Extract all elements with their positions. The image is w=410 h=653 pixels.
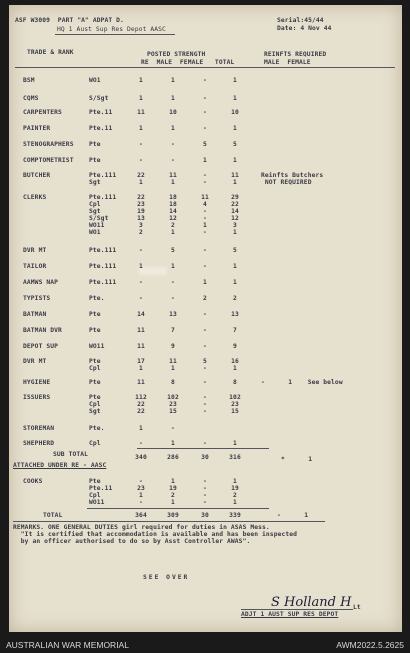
row-trade: BSM bbox=[23, 77, 35, 84]
subtotal-total: 316 bbox=[229, 454, 241, 461]
total-female: 30 bbox=[201, 512, 209, 519]
row-total: 13 bbox=[231, 311, 239, 318]
row-rank: WO11 bbox=[89, 343, 105, 350]
row-re: 112 22 22 bbox=[135, 394, 147, 415]
row-trade: PAINTER bbox=[23, 125, 51, 132]
row-male: 10 bbox=[169, 109, 177, 116]
row-re: 1 bbox=[139, 77, 143, 84]
serial-number: Serial:45/44 bbox=[277, 17, 324, 24]
row-re: 11 bbox=[137, 109, 145, 116]
row-rank: Pte.11 bbox=[89, 109, 113, 116]
row-female: 5 bbox=[203, 141, 207, 148]
signature-line bbox=[241, 609, 353, 610]
row-rank: Pte Cpl Sgt bbox=[89, 394, 101, 415]
subtotal-rule bbox=[137, 448, 269, 449]
cooks-re: - 23 1 - bbox=[137, 478, 145, 506]
row-female: - bbox=[203, 77, 207, 84]
header-underline bbox=[55, 34, 175, 35]
footer-accession: AWM2022.5.2625 bbox=[336, 640, 404, 650]
row-female: - bbox=[203, 327, 207, 334]
row-female: 11 4 - - 1 - bbox=[201, 194, 209, 236]
row-male: 13 bbox=[169, 311, 177, 318]
row-trade: CQMS bbox=[23, 95, 39, 102]
subtotal-re: 340 bbox=[135, 454, 147, 461]
row-trade: AAMWS NAP bbox=[23, 279, 59, 286]
signature: S Holland H bbox=[271, 595, 352, 610]
row-total: 1 bbox=[233, 125, 237, 132]
row-trade: BATMAN bbox=[23, 311, 47, 318]
row-total: 1 bbox=[233, 263, 237, 270]
col-posted-strength: POSTED STRENGTH bbox=[147, 51, 206, 58]
row-total: 10 bbox=[231, 109, 239, 116]
row-female: 5 - bbox=[203, 358, 207, 372]
row-remarks: Reinfts Butchers NOT REQUIRED bbox=[261, 172, 324, 186]
row-total: 5 bbox=[233, 247, 237, 254]
cooks-male: 1 19 2 1 bbox=[169, 478, 177, 506]
col-trade-rank: TRADE & RANK bbox=[27, 49, 74, 56]
row-rank: Pte.111 bbox=[89, 279, 117, 286]
cooks-female: - - - - bbox=[203, 478, 207, 506]
document-date: Date: 4 Nov 44 bbox=[277, 25, 332, 32]
row-re: 11 bbox=[137, 327, 145, 334]
row-total: 9 bbox=[233, 343, 237, 350]
row-rank: Pte bbox=[89, 327, 101, 334]
subtotal-female: 30 bbox=[201, 454, 209, 461]
row-male: 7 bbox=[171, 327, 175, 334]
row-male: 1 bbox=[171, 263, 175, 270]
row-female: - - - bbox=[203, 394, 207, 415]
cooks-trade: COOKS bbox=[23, 478, 43, 485]
footer-institution: AUSTRALIAN WAR MEMORIAL bbox=[6, 640, 129, 650]
row-re: 1 bbox=[139, 125, 143, 132]
row-female: 2 bbox=[203, 295, 207, 302]
row-total: 1 bbox=[233, 279, 237, 286]
row-remarks: - 1 See below bbox=[261, 379, 343, 386]
row-re: - bbox=[139, 440, 143, 447]
row-male: 1 bbox=[171, 125, 175, 132]
row-rank: Pte.111 bbox=[89, 247, 117, 254]
row-rank: Pte Cpl bbox=[89, 358, 101, 372]
row-female: - bbox=[203, 263, 207, 270]
row-male: 1 bbox=[171, 77, 175, 84]
row-re: 11 bbox=[137, 379, 145, 386]
subtotal-reinfts: * 1 bbox=[281, 456, 313, 463]
total-re: 364 bbox=[135, 512, 147, 519]
subtotal-label: SUB TOTAL bbox=[53, 451, 89, 458]
row-total: 1 bbox=[233, 95, 237, 102]
row-re: 22 23 19 13 3 2 bbox=[137, 194, 145, 236]
row-trade: BUTCHER bbox=[23, 172, 51, 179]
row-total: 11 1 bbox=[231, 172, 239, 186]
cooks-rank: Pte Pte.11 Cpl WO11 bbox=[89, 478, 113, 506]
row-female: - bbox=[203, 109, 207, 116]
row-male: - bbox=[171, 425, 175, 432]
footer-bar bbox=[0, 637, 410, 653]
row-female: - - bbox=[203, 172, 207, 186]
row-trade: HYGIENE bbox=[23, 379, 51, 386]
row-trade: DVR MT bbox=[23, 358, 47, 365]
row-male: 1 bbox=[171, 95, 175, 102]
row-male: 1 bbox=[171, 440, 175, 447]
row-total: 29 22 14 12 3 1 bbox=[231, 194, 239, 236]
row-male: - bbox=[171, 141, 175, 148]
row-trade: STENOGRAPHERS bbox=[23, 141, 74, 148]
row-total: 8 bbox=[233, 379, 237, 386]
total-male: 309 bbox=[167, 512, 179, 519]
row-male: 5 bbox=[171, 247, 175, 254]
col-posted-sub: RE MALE FEMALE TOTAL bbox=[141, 59, 235, 66]
row-rank: Pte.111 bbox=[89, 263, 117, 270]
row-female: 1 bbox=[203, 157, 207, 164]
row-rank: Pte bbox=[89, 141, 101, 148]
header-reference: ASF W3009 PART "A" ADPAT D. bbox=[15, 17, 124, 24]
total-total: 339 bbox=[229, 512, 241, 519]
total-label: TOTAL bbox=[43, 512, 63, 519]
row-total: 16 1 bbox=[231, 358, 239, 372]
row-re: 11 bbox=[137, 343, 145, 350]
attached-heading: ATTACHED UNDER RE - AASC bbox=[13, 462, 107, 469]
row-male: - bbox=[171, 295, 175, 302]
row-re: - bbox=[139, 279, 143, 286]
signature-title: ADJT 1 AUST SUP RES DEPOT bbox=[241, 611, 339, 618]
row-re: 22 1 bbox=[137, 172, 145, 186]
row-rank: Pte.11 bbox=[89, 125, 113, 132]
row-total: 1 bbox=[233, 77, 237, 84]
row-female: - bbox=[203, 247, 207, 254]
cooks-total: 1 19 2 1 bbox=[231, 478, 239, 506]
total-rule-top bbox=[87, 508, 269, 509]
row-male: 11 1 bbox=[169, 172, 177, 186]
row-re: - bbox=[139, 247, 143, 254]
row-trade: CLERKS bbox=[23, 194, 47, 201]
row-male: - bbox=[171, 279, 175, 286]
row-trade: COMPTOMETRIST bbox=[23, 157, 74, 164]
row-trade: CARPENTERS bbox=[23, 109, 62, 116]
row-total: 1 bbox=[233, 440, 237, 447]
row-male: 11 1 bbox=[169, 358, 177, 372]
total-reinfts: - 1 bbox=[277, 512, 309, 519]
total-rule-bottom bbox=[13, 521, 325, 522]
row-male: 102 23 15 bbox=[167, 394, 179, 415]
row-total: 102 23 15 bbox=[229, 394, 241, 415]
header-rule bbox=[15, 67, 395, 68]
row-rank: Pte bbox=[89, 157, 101, 164]
row-trade: BATMAN DVR bbox=[23, 327, 62, 334]
row-re: 17 1 bbox=[137, 358, 145, 372]
row-total: 7 bbox=[233, 327, 237, 334]
row-re: - bbox=[139, 141, 143, 148]
document-sheet bbox=[9, 5, 402, 632]
row-trade: DVR MT bbox=[23, 247, 47, 254]
subtotal-male: 286 bbox=[167, 454, 179, 461]
signature-suffix: Lt bbox=[353, 604, 361, 611]
row-rank: WO1 bbox=[89, 77, 101, 84]
row-rank: Pte bbox=[89, 311, 101, 318]
row-male: 18 18 14 12 2 1 bbox=[169, 194, 177, 236]
row-trade: STOREMAN bbox=[23, 425, 55, 432]
col-reinfts: REINFTS REQUIRED bbox=[264, 51, 327, 58]
row-male: 8 bbox=[171, 379, 175, 386]
row-total: 5 bbox=[233, 141, 237, 148]
row-male: - bbox=[171, 157, 175, 164]
row-female: - bbox=[203, 311, 207, 318]
see-over: SEE OVER bbox=[143, 574, 190, 581]
row-trade: TAILOR bbox=[23, 263, 47, 270]
row-trade: TYPISTS bbox=[23, 295, 51, 302]
row-re: 14 bbox=[137, 311, 145, 318]
row-rank: Pte. bbox=[89, 425, 105, 432]
col-reinfts-sub: MALE FEMALE bbox=[264, 59, 311, 66]
row-female: - bbox=[203, 343, 207, 350]
row-rank: Pte. bbox=[89, 295, 105, 302]
row-female: - bbox=[203, 379, 207, 386]
row-rank: Pte.111 Sgt bbox=[89, 172, 117, 186]
row-trade: ISSUERS bbox=[23, 394, 51, 401]
row-total: 2 bbox=[233, 295, 237, 302]
row-re: - bbox=[139, 157, 143, 164]
row-female: 1 bbox=[203, 279, 207, 286]
row-trade: SHEPHERD bbox=[23, 440, 55, 447]
row-total: 1 bbox=[233, 157, 237, 164]
header-unit: HQ 1 Aust Sup Res Depot AASC bbox=[57, 26, 166, 33]
row-female: - bbox=[203, 95, 207, 102]
row-re: 1 bbox=[139, 263, 143, 270]
row-re: 1 bbox=[139, 95, 143, 102]
row-female: - bbox=[203, 440, 207, 447]
row-rank: S/Sgt bbox=[89, 95, 109, 102]
remarks-text: REMARKS. ONE GENERAL DUTIES girl required for duties in ASAS Mess. "It is certified that accommodation is available and has been inspected by an officer authorised to do so by Asst Controller AWAS". bbox=[13, 524, 298, 545]
row-rank: Pte.111 Cpl Sgt S/Sgt WO11 WO1 bbox=[89, 194, 117, 236]
row-trade: DEPOT SUP bbox=[23, 343, 59, 350]
row-male: 9 bbox=[171, 343, 175, 350]
row-rank: Cpl bbox=[89, 440, 101, 447]
row-re: 1 bbox=[139, 425, 143, 432]
row-re: - bbox=[139, 295, 143, 302]
row-rank: Pte bbox=[89, 379, 101, 386]
row-female: - bbox=[203, 125, 207, 132]
